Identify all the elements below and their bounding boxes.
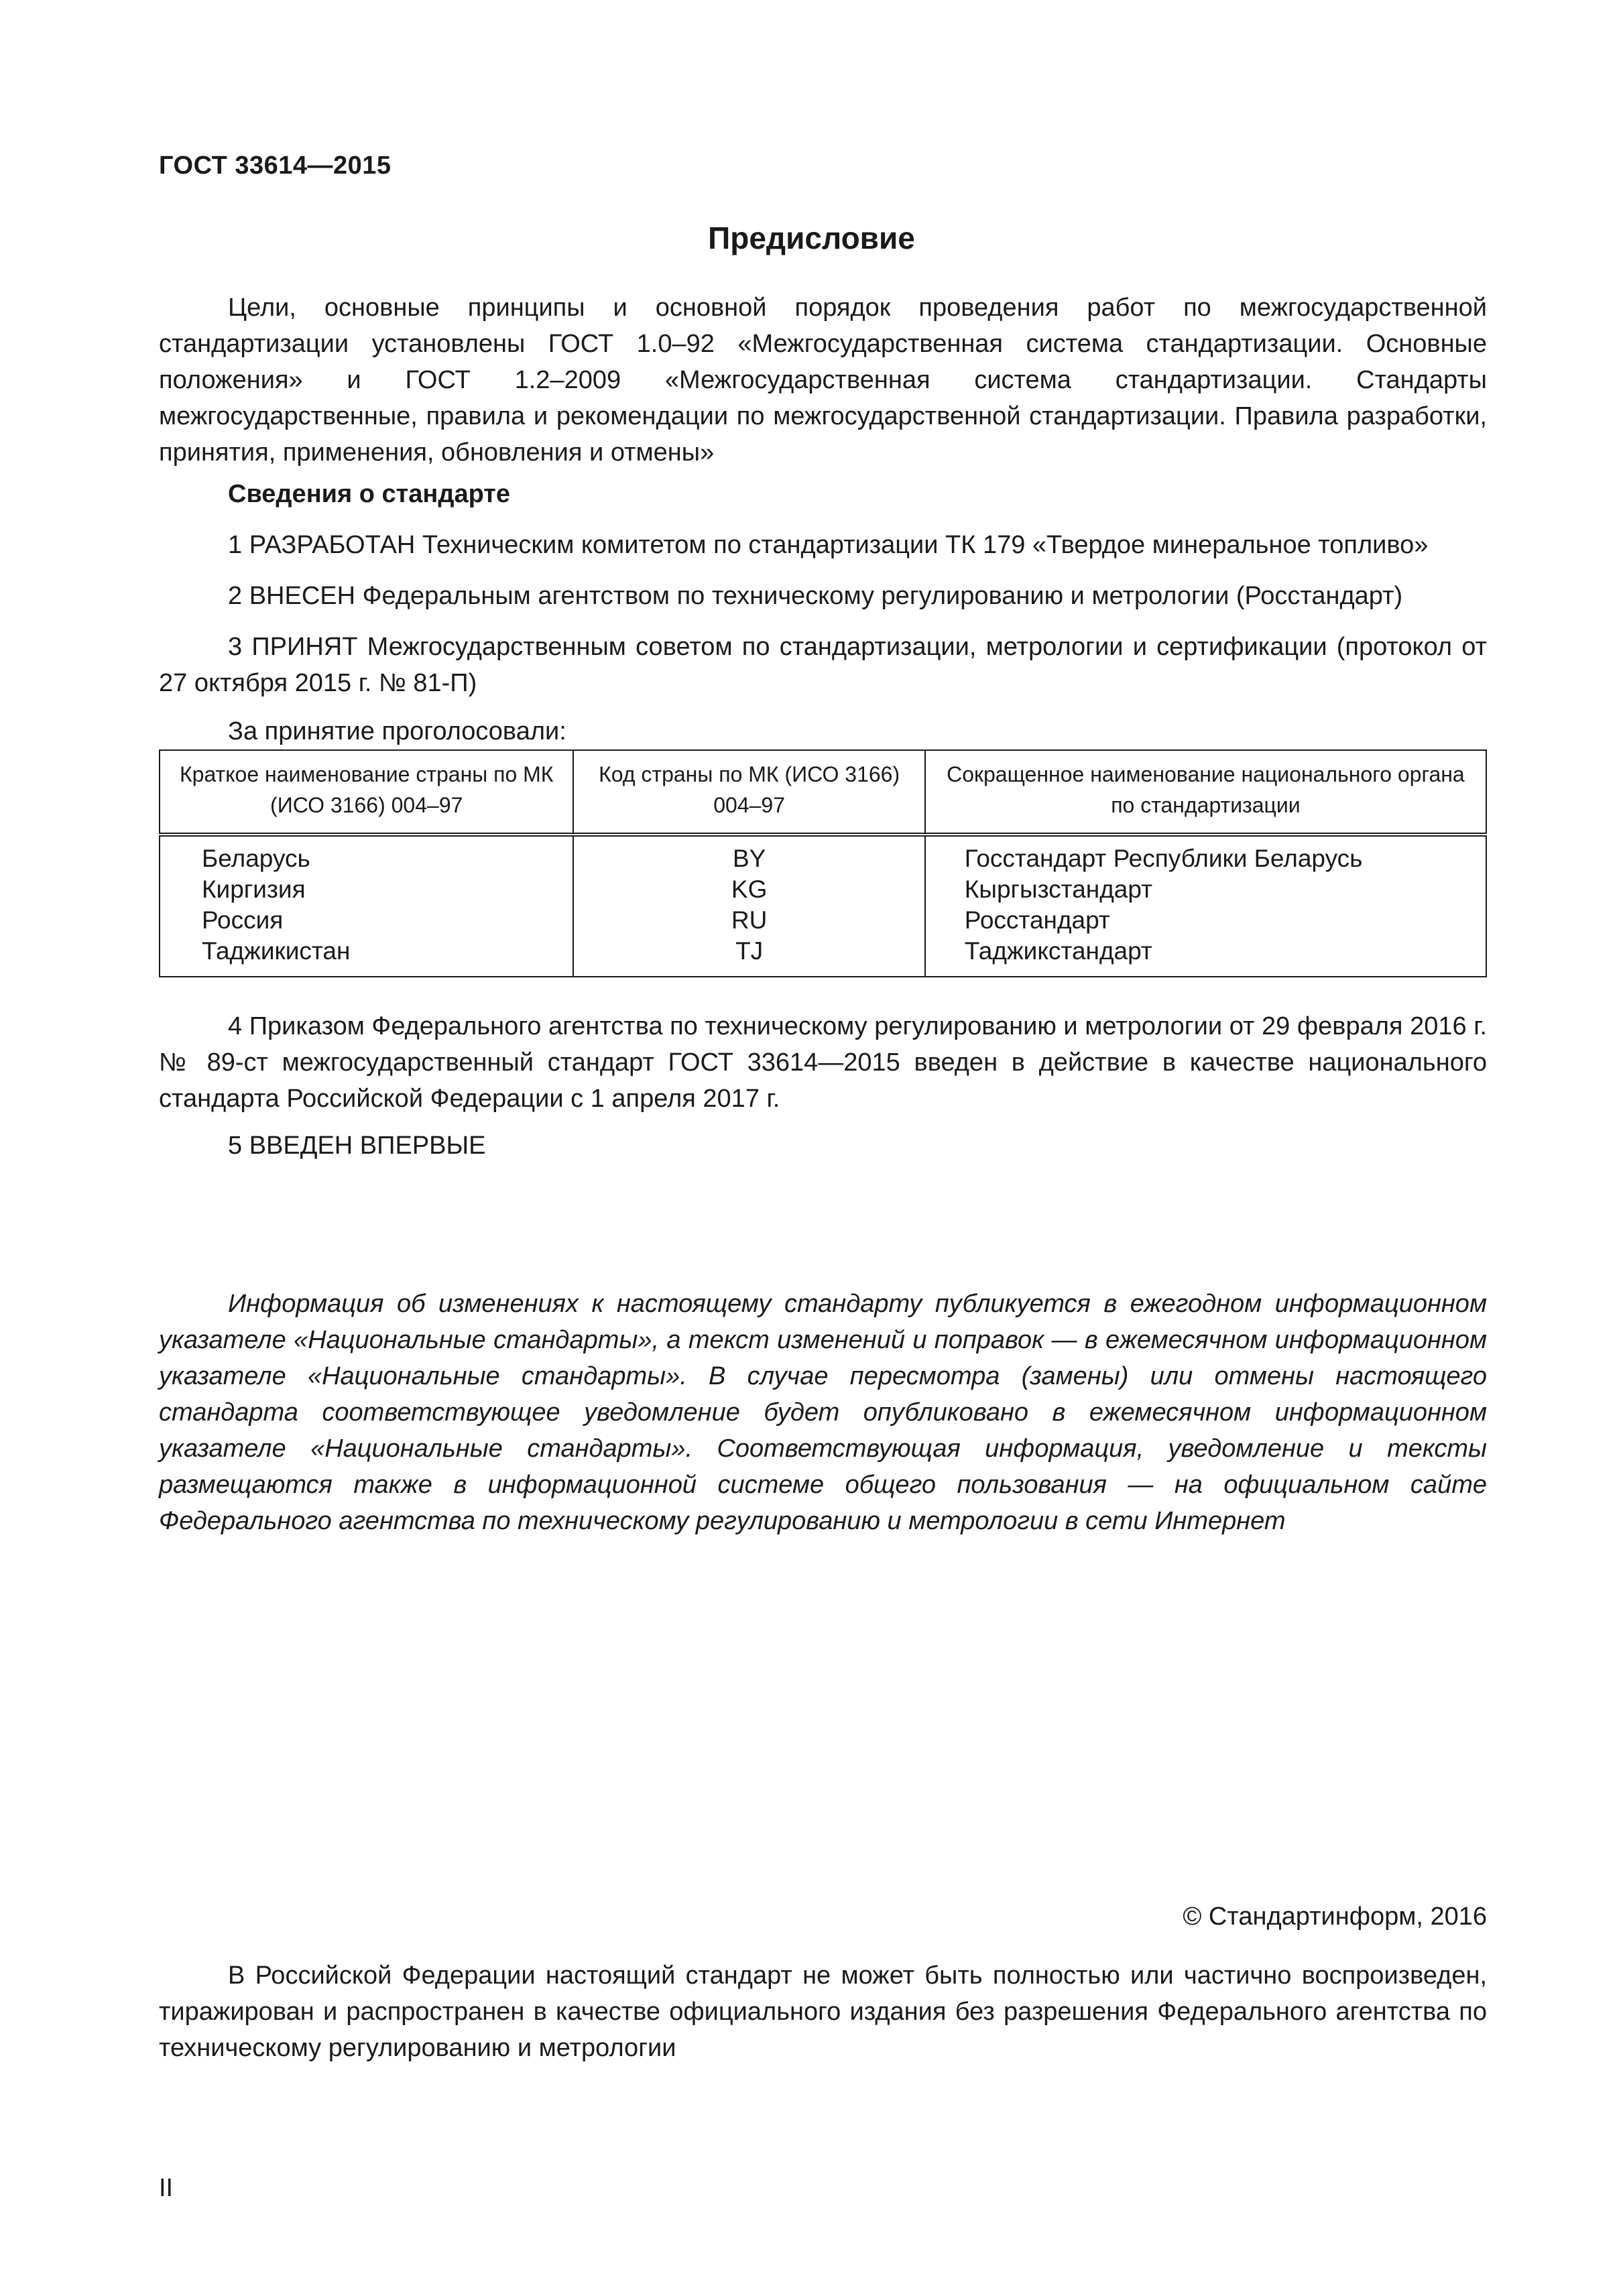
countries-table — [159, 749, 1487, 977]
intro-paragraph: Цели, основные принципы и основной порядок проведения работ по межгосударственной стандартизации установлены ГОСТ 1.0–92 «Межгосударственная система стандартизации. Основные положения» и ГОСТ 1.2–2009 «Межгосударственная система стандартизации. Стандарты межгосударственные, правила и рекомендации по межгосударственной стандартизации. Правила разработки, принятия, применения, обновления и отмены» — [159, 294, 1487, 467]
header-country-code: Код страны по МК (ИСО 3166) 004–97 — [573, 750, 924, 835]
item-4-block — [159, 1008, 1487, 1117]
item-2-block — [159, 578, 1487, 614]
changes-notice-block — [159, 1286, 1487, 1539]
national-body: Кыргызстандарт — [925, 874, 1486, 905]
country-code: KG — [573, 874, 924, 905]
table-row — [160, 936, 1486, 977]
voted-label-block — [159, 713, 1487, 749]
item-1-block — [159, 527, 1487, 563]
table-row — [160, 874, 1486, 905]
reproduction-notice: В Российской Федерации настоящий стандарт не может быть полностью или частично воспроизведен, тиражирован и распространен в качестве официального издания без разрешения Федерального агентства по техническому регулированию и метрологии — [159, 1961, 1487, 2062]
item-4: 4 Приказом Федерального агентства по техническому регулированию и метрологии от 29 февраля 2016 г. № 89-ст межгосударственный стандарт ГОСТ 33614—2015 введен в действие в качестве национального стандарта Российской Федерации с 1 апреля 2017 г. — [159, 1012, 1487, 1113]
changes-notice: Информация об изменениях к настоящему стандарту публикуется в ежегодном информационном указателе «Национальные стандарты», а текст изменений и поправок — в ежемесячном информационном указателе «Национальные стандарты». В случае пересмотра (замены) или отмены настоящего стандарта соответствующее уведомление будет опубликовано в ежемесячном информационном указателе «Национальные стандарты». Соответствующая информация, уведомление и тексты размещаются также в информационной системе общего пользования — на официальном сайте Федерального агентства по техническому регулированию и метрологии в сети Интернет — [159, 1290, 1487, 1535]
item-2: 2 ВНЕСЕН Федеральным агентством по техническому регулированию и метрологии (Росстандарт) — [228, 582, 1403, 610]
table-header-row — [160, 750, 1486, 835]
item-3-block — [159, 629, 1487, 701]
reproduction-notice-block — [159, 1957, 1487, 2066]
document-code: ГОСТ 33614—2015 — [159, 152, 392, 180]
standard-info-heading-block — [159, 476, 1487, 512]
item-5-block — [159, 1128, 1487, 1164]
national-body: Госстандарт Республики Беларусь — [925, 835, 1486, 874]
standard-info-heading: Сведения о стандарте — [228, 480, 511, 508]
table-row — [160, 835, 1486, 874]
item-1: 1 РАЗРАБОТАН Техническим комитетом по стандартизации ТК 179 «Твердое минеральное топливо» — [228, 531, 1429, 559]
country-name: Россия — [160, 905, 573, 936]
national-body: Росстандарт — [925, 905, 1486, 936]
intro-section — [159, 290, 1487, 471]
page-number: II — [159, 2174, 174, 2202]
copyright: © Стандартинформ, 2016 — [1183, 1902, 1487, 1931]
national-body: Таджикстандарт — [925, 936, 1486, 977]
country-code: RU — [573, 905, 924, 936]
item-3: 3 ПРИНЯТ Межгосударственным советом по стандартизации, метрологии и сертификации (протокол от 27 октября 2015 г. № 81-П) — [159, 633, 1487, 697]
item-5: 5 ВВЕДЕН ВПЕРВЫЕ — [228, 1132, 486, 1160]
table-row — [160, 905, 1486, 936]
page-title: Предисловие — [708, 221, 915, 255]
country-code: BY — [573, 835, 924, 874]
header-country-name: Краткое наименование страны по МК (ИСО 3166) 004–97 — [160, 750, 573, 835]
voted-label: За принятие проголосовали: — [228, 717, 566, 745]
country-code: TJ — [573, 936, 924, 977]
header-national-body: Сокращенное наименование национального органа по стандартизации — [925, 750, 1486, 835]
country-name: Таджикистан — [160, 936, 573, 977]
country-name: Беларусь — [160, 835, 573, 874]
country-name: Киргизия — [160, 874, 573, 905]
